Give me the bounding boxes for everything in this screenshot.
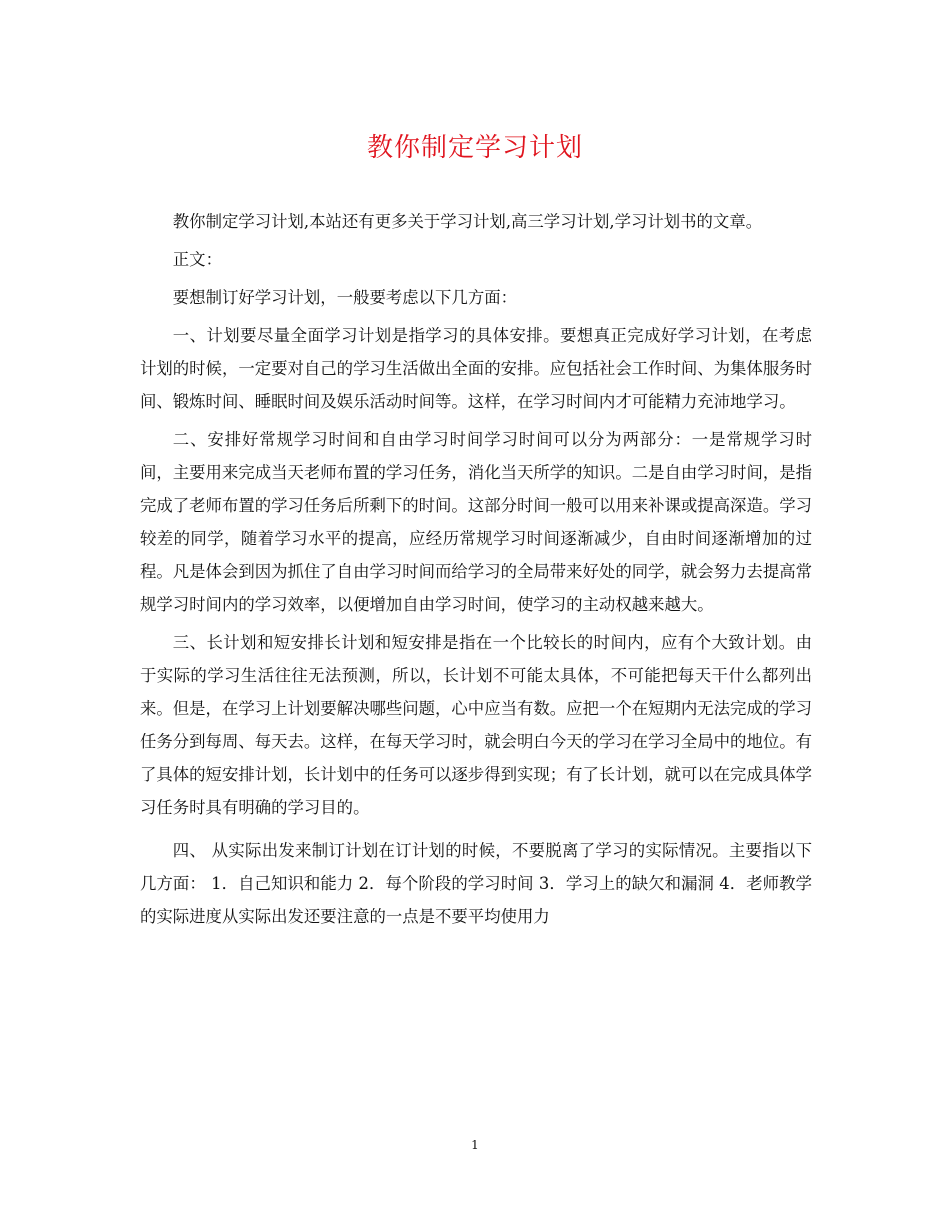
document-body [140, 205, 812, 938]
document-title: 教你制定学习计划 [366, 133, 583, 163]
intro-paragraph: 教你制定学习计划,本站还有更多关于学习计划,高三学习计划,学习计划书的文章。 [172, 212, 763, 231]
body-label-paragraph: 正文： [172, 250, 222, 269]
section-two-paragraph: 二、安排好常规学习时间和自由学习时间学习时间可以分为两部分：一是常规学习时间，主要用来完成当天老师布置的学习任务，消化当天所学的知识。二是自由学习时间，是指完成了老师布置的学习任务后所剩下的时间。这部分时间一般可以用来补课或提高深造。学习较差的同学，随着学习水平的提高，应经历常规学习时间逐渐减少，自由时间逐渐增加的过程。凡是体会到因为抓住了自由学习时间而给学习的全局带来好处的同学，就会努力去提高常规学习时间内的学习效率，以便增加自由学习时间，使学习的主动权越来越大。 [140, 430, 813, 614]
section-one-paragraph: 一、计划要尽量全面学习计划是指学习的具体安排。要想真正完成好学习计划，在考虑计划的时候，一定要对自己的学习生活做出全面的安排。应包括社会工作时间、为集体服务时间、锻炼时间、睡眠时间及娱乐活动时间等。这样，在学习时间内才可能精力充沛地学习。 [140, 326, 813, 411]
page-number: 1 [471, 1138, 479, 1152]
section-three-paragraph: 三、长计划和短安排长计划和短安排是指在一个比较长的时间内，应有个大致计划。由于实际的学习生活往往无法预测，所以，长计划不可能太具体，不可能把每天干什么都列出来。但是，在学习上计划要解决哪些问题，心中应当有数。应把一个在短期内无法完成的学习任务分到每周、每天去。这样，在每天学习时，就会明白今天的学习在学习全局中的地位。有了具体的短安排计划，长计划中的任务可以逐步得到实现；有了长计划，就可以在完成具体学习任务时具有明确的学习目的。 [140, 633, 813, 817]
overview-paragraph: 要想制订好学习计划，一般要考虑以下几方面： [172, 288, 517, 307]
section-four-paragraph: 四、 从实际出发来制订计划在订计划的时候，不要脱离了学习的实际情况。主要指以下几方面： 1．自己知识和能力 2．每个阶段的学习时间 3．学习上的缺欠和漏洞 4．老师教学的实际进度从实际出发还要注意的一点是不要平均使用力 [140, 841, 812, 926]
